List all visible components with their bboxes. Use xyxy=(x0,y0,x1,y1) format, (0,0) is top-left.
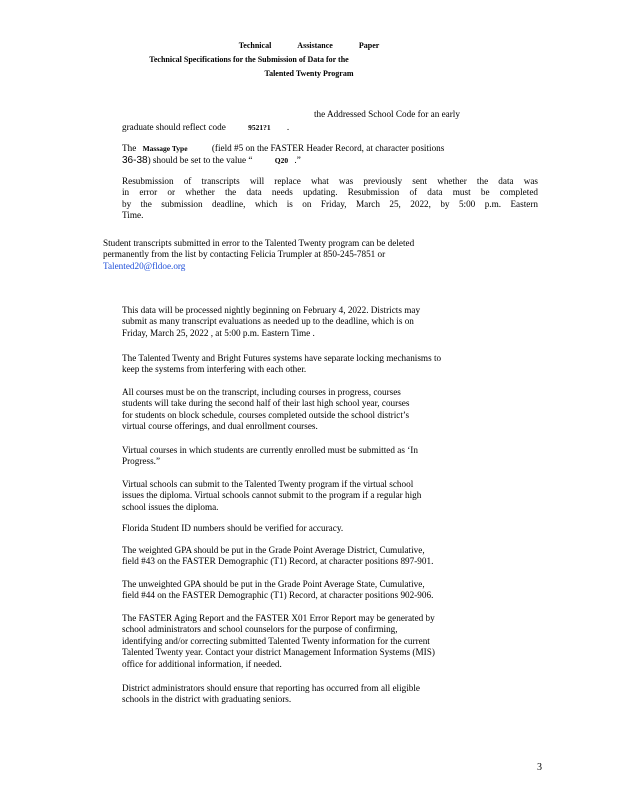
resubmission-line: Time. xyxy=(122,210,144,221)
message-type-label: Massage Type xyxy=(142,144,188,153)
message-type-value: Q20 xyxy=(274,156,289,165)
graduate-line xyxy=(122,122,289,133)
list-item-line: school administrators and school counselors for the purpose of confirming, xyxy=(122,624,398,635)
message-type-line2-text: ) should be set to the value “ xyxy=(147,155,253,165)
list-item-line: Florida Student ID numbers should be verified for accuracy. xyxy=(122,523,344,533)
message-type-end: .” xyxy=(294,155,301,165)
list-item-line: field #43 on the FASTER Demographic (T1) Record, at character positions 897-901. xyxy=(122,556,434,567)
page-number: 3 xyxy=(537,762,542,773)
list-item-line: District administrators should ensure that reporting has occurred from all eligible xyxy=(122,683,421,693)
list-item-line: field #44 on the FASTER Demographic (T1) Record, at character positions 902-906. xyxy=(122,590,434,601)
list-item-line: The unweighted GPA should be put in the Grade Point Average State, Cumulative, xyxy=(122,579,425,589)
list-item-line: students will take during the second half of their last high school year, courses xyxy=(122,398,410,409)
title-word: Paper xyxy=(358,41,380,50)
list-item-line: The weighted GPA should be put in the Grade Point Average District, Cumulative, xyxy=(122,545,425,555)
doc-title xyxy=(0,41,618,50)
deletion-paragraph xyxy=(103,238,414,272)
message-type-the: The xyxy=(122,143,137,153)
list-item-line: Friday, March 25, 2022 , at 5:00 p.m. Eastern Time . xyxy=(122,327,315,338)
message-type-rest: (field #5 on the FASTER Header Record, at character positions xyxy=(211,143,445,153)
period: . xyxy=(286,122,290,132)
message-type-line1 xyxy=(122,143,444,154)
school-code: 9521?1 xyxy=(248,123,271,132)
list-item-line: school issues the diploma. xyxy=(122,501,219,512)
list-item-line: issues the diploma. Virtual schools cannot submit to the program if a regular high xyxy=(122,490,422,501)
list-item-line: identifying and/or correcting submitted Talented Twenty information for the current xyxy=(122,635,430,646)
graduate-prefix: graduate should reflect code xyxy=(122,122,226,132)
list-item-line: submit as many transcript evaluations as needed up to the deadline, which is on xyxy=(122,316,414,327)
list-item-line: This data will be processed nightly beginning on February 4, 2022. Districts may xyxy=(122,305,421,315)
addressed-line: the Addressed School Code for an early xyxy=(314,109,460,119)
doc-subtitle: Technical Specifications for the Submission of Data for the xyxy=(149,55,349,64)
positions-value: 36-38 xyxy=(122,155,148,166)
list-item-line: Virtual schools can submit to the Talented Twenty program if the virtual school xyxy=(122,479,414,489)
list-item-line: schools in the district with graduating seniors. xyxy=(122,694,292,705)
doc-subtitle-2: Talented Twenty Program xyxy=(264,69,354,78)
resubmission-line: Resubmission of transcripts will replace what was previously sent whether the data was xyxy=(122,176,538,186)
list-item-line: Progress.” xyxy=(122,456,161,467)
title-word: Assistance xyxy=(297,41,333,50)
list-item-line: Talented Twenty year. Contact your district Management Information Systems (MIS) xyxy=(122,647,435,658)
resubmission-paragraph xyxy=(122,176,538,222)
deletion-line: Student transcripts submitted in error to the Talented Twenty program can be deleted xyxy=(103,238,415,248)
list-item-line: virtual course offerings, and dual enrollment courses. xyxy=(122,421,318,432)
list-item-line: Virtual courses in which students are currently enrolled must be submitted as ‘In xyxy=(122,445,418,455)
list-item-line: The FASTER Aging Report and the FASTER X01 Error Report may be generated by xyxy=(122,613,435,623)
deletion-line: permanently from the list by contacting Felicia Trumpler at 850-245-7851 or xyxy=(103,249,386,260)
list-item-line: for students on block schedule, courses completed outside the school district’s xyxy=(122,409,410,420)
list-item-line: office for additional information, if needed. xyxy=(122,658,282,669)
message-type-line2 xyxy=(122,155,301,166)
list-item-line: All courses must be on the transcript, including courses in progress, courses xyxy=(122,387,401,397)
resubmission-line: in error or whether the data needs updating. Resubmission of data must be completed xyxy=(122,187,538,198)
resubmission-line: by the submission deadline, which is on Friday, March 25, 2022, by 5:00 p.m. Eastern xyxy=(122,198,538,209)
list-item-line: The Talented Twenty and Bright Futures systems have separate locking mechanisms to xyxy=(122,353,442,363)
list-item-line: keep the systems from interfering with each other. xyxy=(122,364,307,375)
title-word: Technical xyxy=(238,41,272,50)
contact-email-link[interactable]: Talented20@fldoe.org xyxy=(103,260,186,271)
